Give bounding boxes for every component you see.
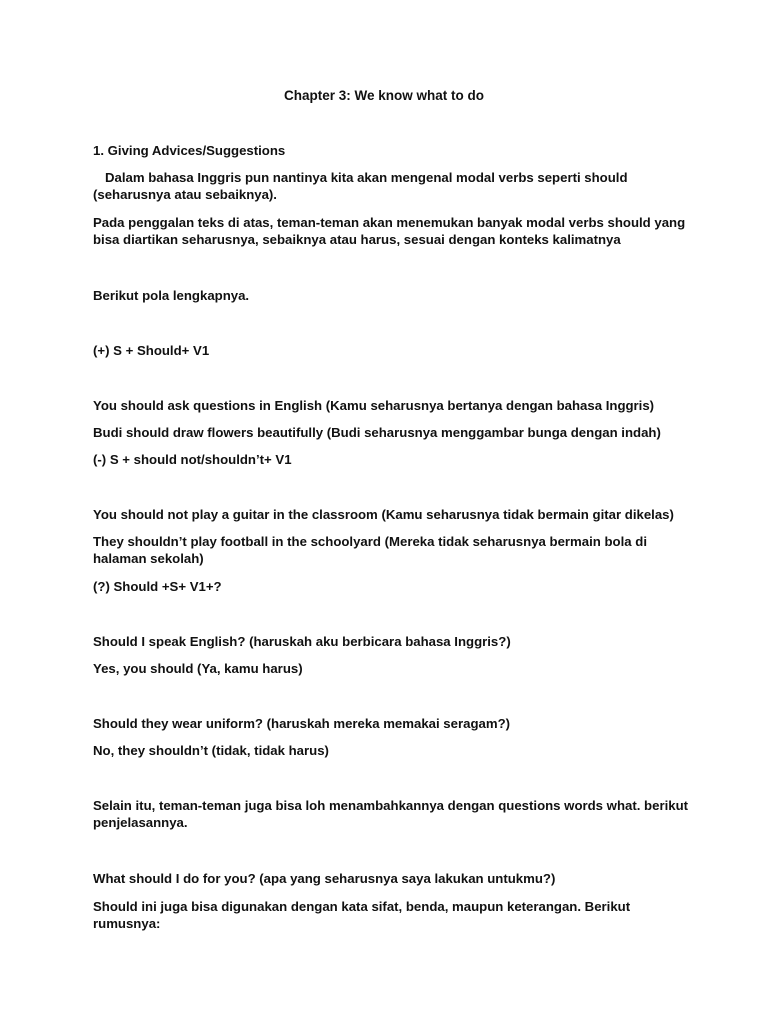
example-what-question: What should I do for you? (apa yang seharusnya saya lakukan untukmu?) bbox=[93, 871, 556, 886]
formula-positive: (+) S + Should+ V1 bbox=[93, 343, 210, 358]
formula-question: (?) Should +S+ V1+? bbox=[93, 579, 222, 594]
example-negative-2: They shouldn’t play football in the schoolyard (Mereka tidak seharusnya bermain bola di halaman sekolah) bbox=[93, 534, 647, 566]
paragraph-intro: Dalam bahasa Inggris pun nantinya kita akan mengenal modal verbs seperti should (seharusnya atau sebaiknya). bbox=[93, 170, 628, 202]
example-positive-1: You should ask questions in English (Kamu seharusnya bertanya dengan bahasa Inggris) bbox=[93, 398, 655, 413]
example-answer-2: No, they shouldn’t (tidak, tidak harus) bbox=[93, 743, 329, 758]
example-positive-2: Budi should draw flowers beautifully (Budi seharusnya menggambar bunga dengan indah) bbox=[93, 425, 661, 440]
paragraph-pattern-intro: Berikut pola lengkapnya. bbox=[93, 288, 250, 303]
example-question-2: Should they wear uniform? (haruskah mereka memakai seragam?) bbox=[93, 716, 511, 731]
paragraph-explanation: Pada penggalan teks di atas, teman-teman akan menemukan banyak modal verbs should yang bisa diartikan seharusnya, sebaiknya atau harus, sesuai dengan konteks kalimatnya bbox=[93, 215, 686, 247]
example-question-1: Should I speak English? (haruskah aku berbicara bahasa Inggris?) bbox=[93, 634, 511, 649]
formula-negative: (-) S + should not/shouldn’t+ V1 bbox=[93, 452, 292, 467]
paragraph-formula-intro: Should ini juga bisa digunakan dengan kata sifat, benda, maupun keterangan. Berikut rumusnya: bbox=[93, 899, 631, 931]
paragraph-question-words: Selain itu, teman-teman juga bisa loh menambahkannya dengan questions words what. berikut penjelasannya. bbox=[93, 798, 689, 830]
section-heading: 1. Giving Advices/Suggestions bbox=[93, 143, 286, 158]
example-answer-1: Yes, you should (Ya, kamu harus) bbox=[93, 661, 303, 676]
example-negative-1: You should not play a guitar in the classroom (Kamu seharusnya tidak bermain gitar dikelas) bbox=[93, 507, 674, 522]
page-title: Chapter 3: We know what to do bbox=[283, 88, 484, 103]
